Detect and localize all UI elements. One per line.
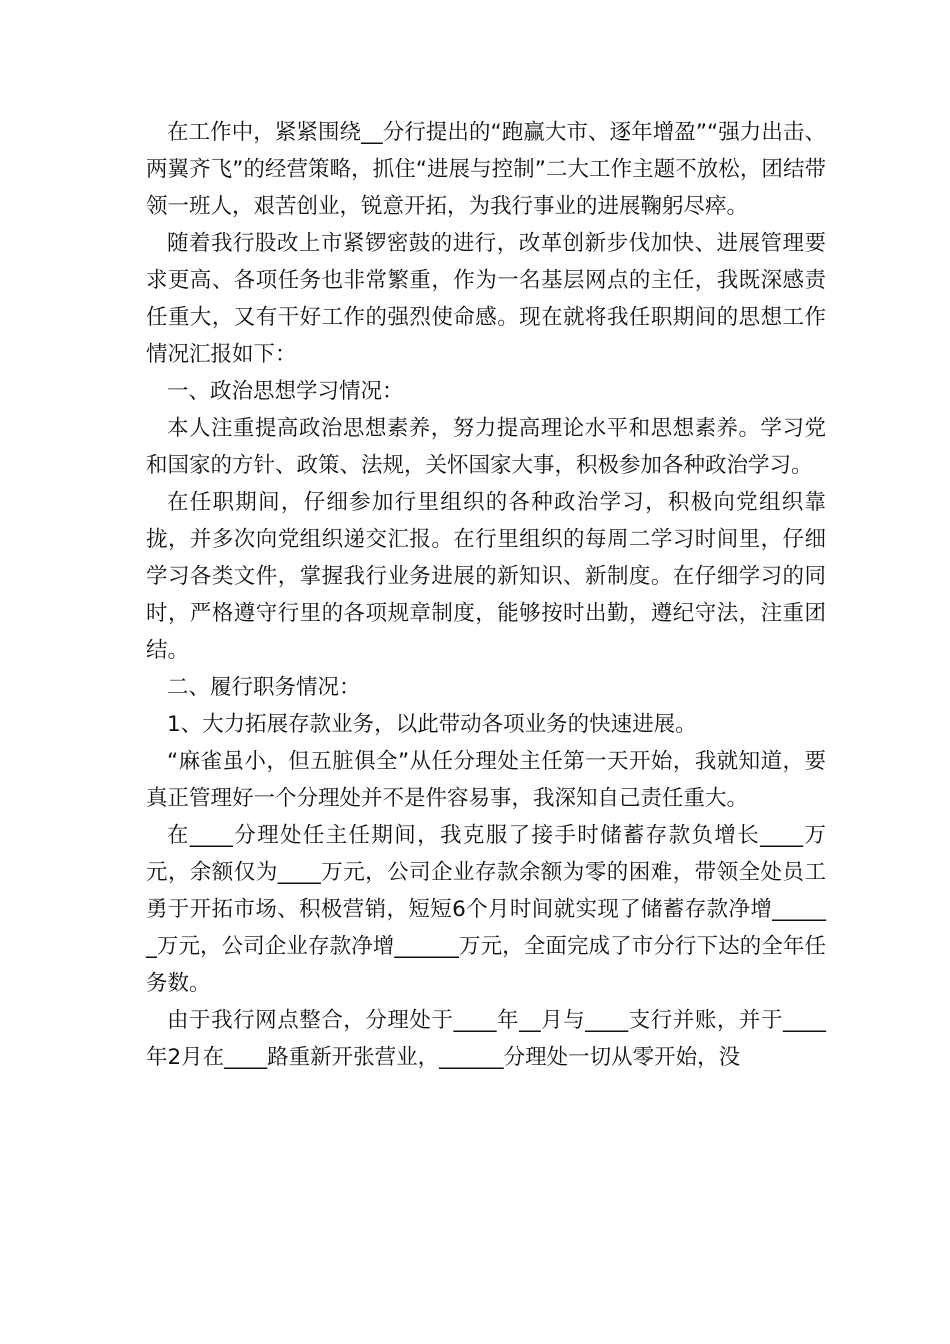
paragraph-6: 在____分理处任主任期间，我克服了接手时储蓄存款负增长____万元，余额仅为____万元，公司企业存款余额为零的困难，带领全处员工勇于开拓市场、积极营销，短短6个月时间就实现了储蓄存款净增______万元，公司企业存款净增______万元，全面完成了市分行下达的全年任务数。 <box>146 823 826 996</box>
paragraph-4: 在任职期间，仔细参加行里组织的各种政治学习，积极向党组织靠拢，并多次向党组织递交汇报。在行里组织的每周二学习时间里，仔细学习各类文件，掌握我行业务进展的新知识、新制度。在仔细学习的同时，严格遵守行里的各项规章制度，能够按时出勤，遵纪守法，注重团结。 <box>146 490 826 663</box>
subheading-deposit-business: 1、大力拓展存款业务，以此带动各项业务的快速进展。 <box>167 712 697 737</box>
paragraph-3: 本人注重提高政治思想素养，努力提高理论水平和思想素养。学习党和国家的方针、政策、法规，关怀国家大事，积极参加各种政治学习。 <box>146 416 826 478</box>
paragraph-1: 在工作中，紧紧围绕__分行提出的“跑赢大市、逐年增盈”“强力出击、两翼齐飞”的经营策略，抓住“进展与控制”二大工作主题不放松，团结带领一班人，艰苦创业，锐意开拓，为我行事业的进展鞠躬尽瘁。 <box>146 120 826 219</box>
section-heading-duties: 二、履行职务情况： <box>167 675 361 700</box>
document-body <box>146 114 826 1076</box>
paragraph-7: 由于我行网点整合，分理处于____年__月与____支行并账，并于____年2月在____路重新开张营业，______分理处一切从零开始，没 <box>146 1008 826 1070</box>
paragraph-2: 随着我行股改上市紧锣密鼓的进行，改革创新步伐加快、进展管理要求更高、各项任务也非常繁重，作为一名基层网点的主任，我既深感责任重大，又有干好工作的强烈使命感。现在就将我任职期间的思想工作情况汇报如下： <box>146 231 826 367</box>
section-heading-political-study: 一、政治思想学习情况： <box>167 379 404 404</box>
paragraph-5: “麻雀虽小，但五脏俱全”从任分理处主任第一天开始，我就知道，要真正管理好一个分理处并不是件容易事，我深知自己责任重大。 <box>146 749 826 811</box>
